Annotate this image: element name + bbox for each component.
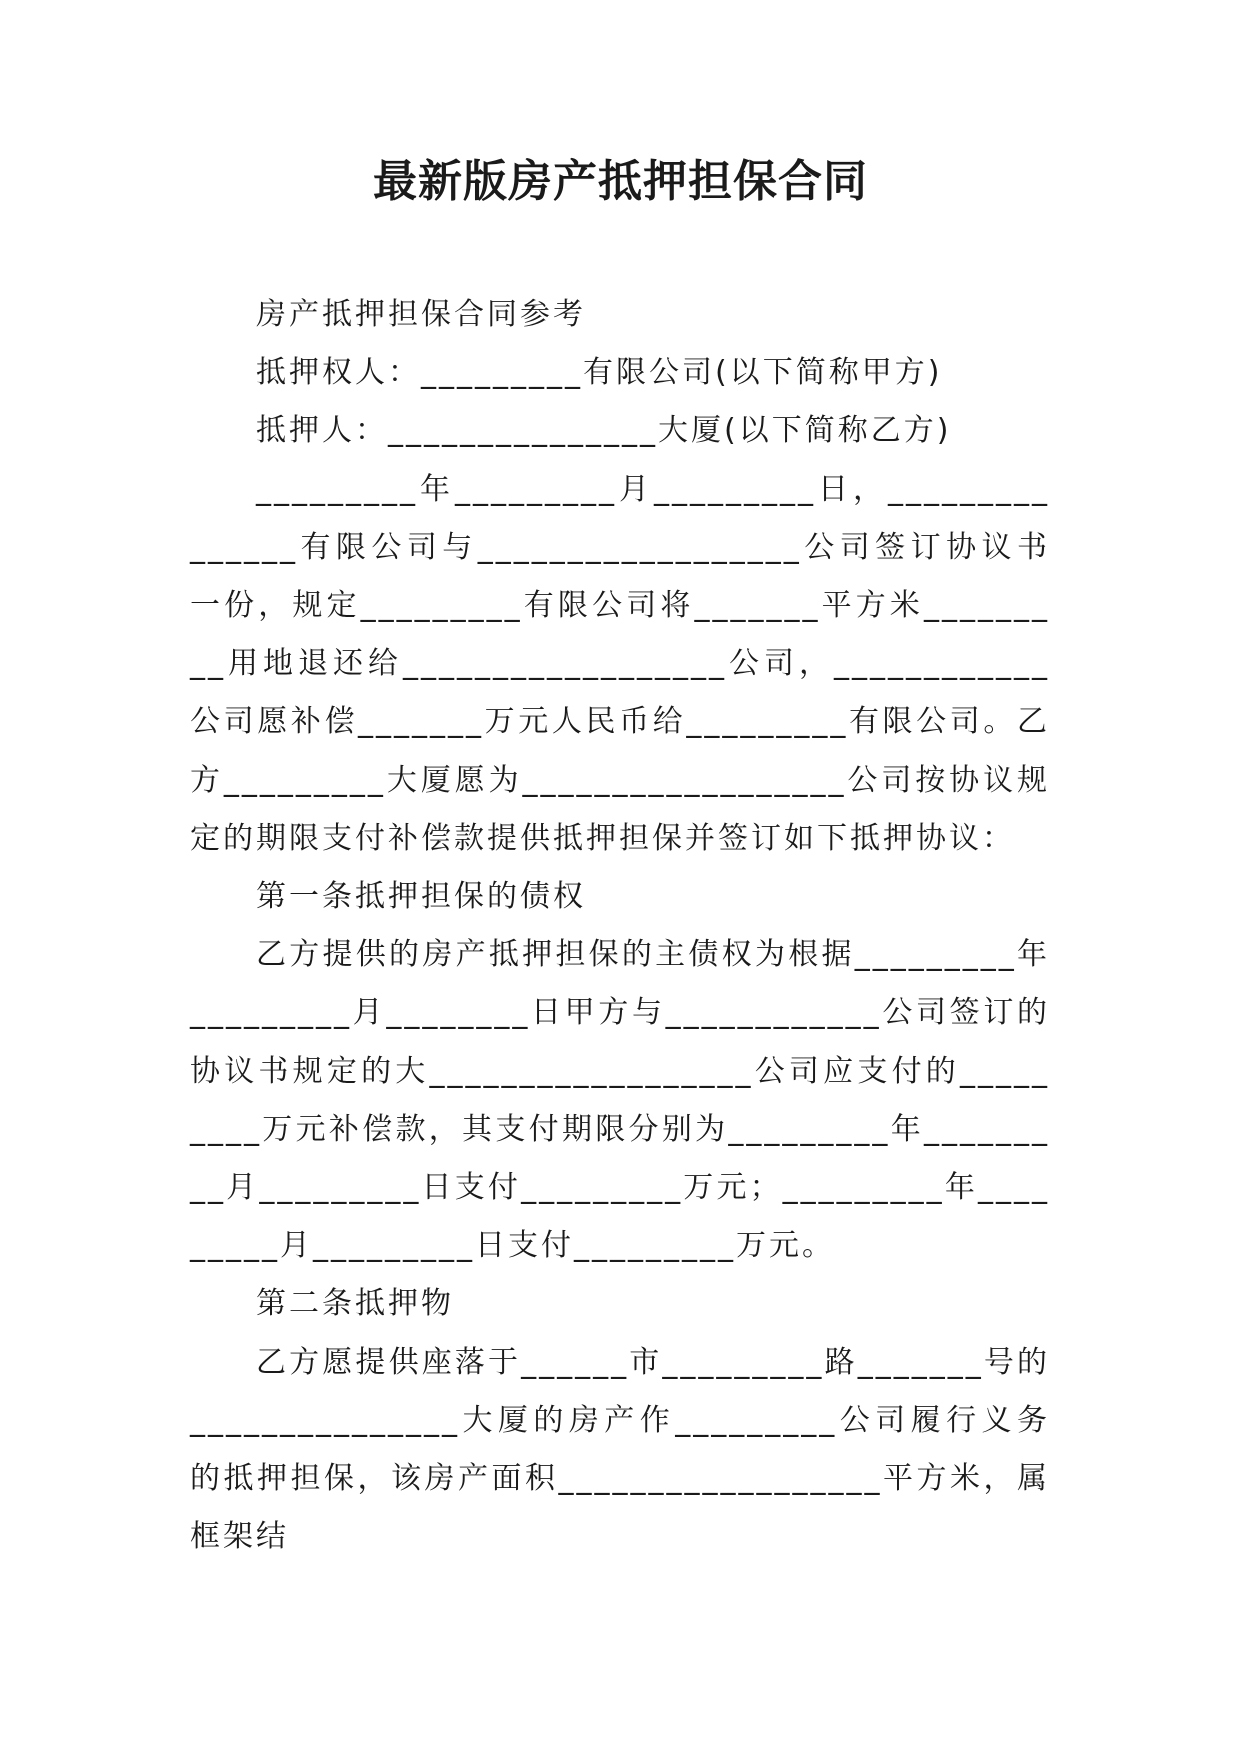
article-2-heading: 第二条抵押物 [256,1286,454,1322]
article-1-heading: 第一条抵押担保的债权 [256,879,586,915]
article-2-body: 乙方愿提供座落于______市_________路_______号的_______________大厦的房产作_________公司履行义务的抵押担保，该房产面积__________________平方米，属框架结 [190,1344,1050,1555]
document-title: 最新版房产抵押担保合同 [373,156,868,207]
paragraph-mortgagee: 抵押权人：_________有限公司(以下简称甲方) [256,355,943,391]
paragraph-intro: 房产抵押担保合同参考 [256,297,586,332]
article-1-body: 乙方提供的房产抵押担保的主债权为根据_________年_________月________日甲方与____________公司签订的协议书规定的大__________________公司应支付的_________万元补偿款，其支付期限分别为_________年_________月_________日支付_________万元；_________年_________月_________日支付_________万元。 [190,937,1050,1264]
paragraph-mortgagor: 抵押人：_______________大厦(以下简称乙方) [256,413,952,449]
document-body [190,286,1050,1566]
paragraph-preamble: _________年_________月_________日，_______________有限公司与__________________公司签订协议书一份，规定_________有限公司将_______平方米_________用地退还给__________________公司，____________公司愿补偿_______万元人民币给_________有限公司。乙方_________大厦愿为__________________公司按协议规定的期限支付补偿款提供抵押担保并签订如下抵押协议： [190,471,1050,856]
